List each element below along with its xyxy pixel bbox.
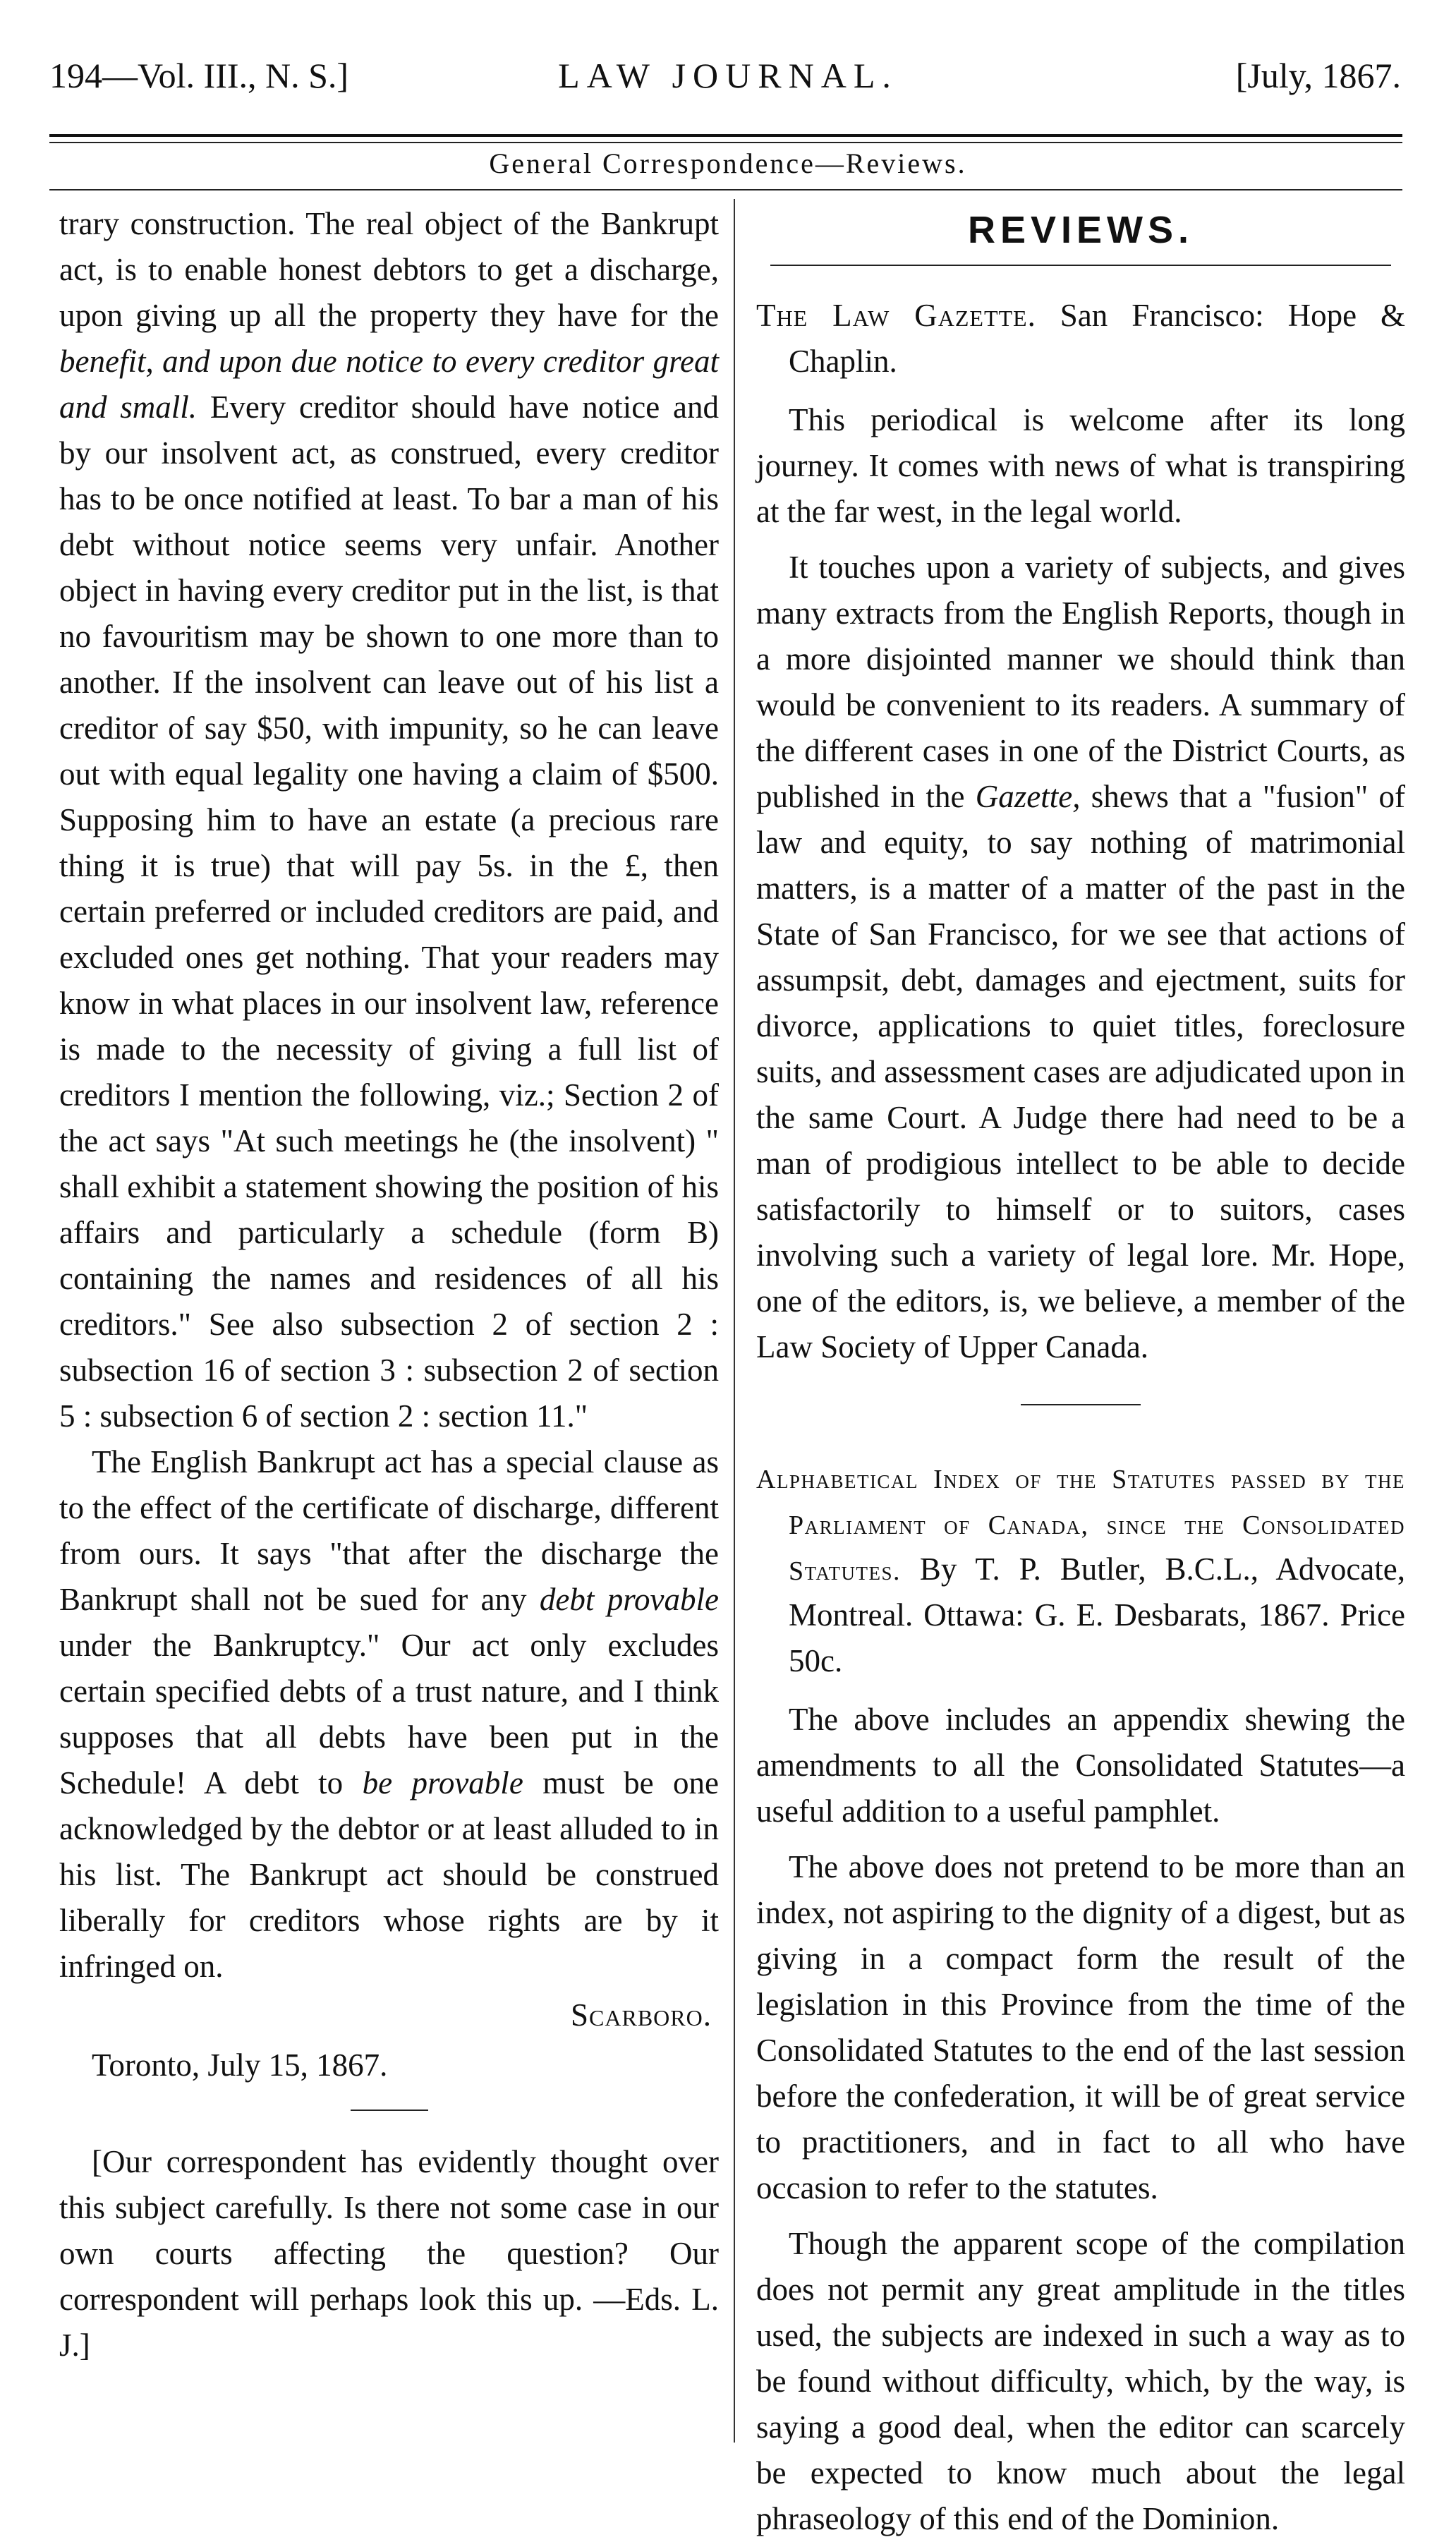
- section-heading-rule: [49, 189, 1402, 190]
- letter-signature: Scarboro.: [571, 1997, 712, 2033]
- italic-run: debt provable: [539, 1582, 719, 1617]
- text-run: Every creditor should have notice and by our insolvent act, as construed, every creditor has to be once notified at least. To bar a man of his debt without notice seems very unfair. Another object in having every creditor put in the list, is that no favouritism may be shown to one more than to another. If the insolvent can leave out of his list a creditor of say $50, with impunity, so he can leave out with equal legality one having a claim of $500. Supposing him to have an estate (a precious rare thing it is true) that will pay 5s. in the £, then certain preferred or included creditors are paid, and excluded ones get nothing. That your readers may know in what places in our insolvent law, reference is made to the necessity of giving a full list of creditors I mention the following, viz.; Section 2 of the act says "At such meetings he (the insolvent) " shall exhibit a statement showing the position of his affairs and particularly a schedule (form B) containing the names and residences of all his creditors." See also subsection 2 of section 2 : subsection 16 of section 3 : subsection 2 of section 5 : subsection 6 of section 2 : section 11.": [59, 389, 719, 1434]
- review-publication-name: The Law Gazette.: [756, 298, 1036, 333]
- left-column: [59, 201, 719, 2368]
- review-paragraph: Though the apparent scope of the compilation does not permit any great amplitude in the titles used, the subjects are indexed in such a way as to be found without difficulty, which, by the way, is saying a good deal, when the editor can scarcely be expected to know much about the legal phraseology of this end of the Dominion.: [756, 2226, 1405, 2536]
- text-run: trary construction. The real object of the Bankrupt act, is to enable honest debtors to get a discharge, upon giving up all the property they have for the: [59, 206, 719, 333]
- review-publisher: San Francisco: Hope & Chaplin.: [789, 298, 1405, 379]
- review-paragraph: The above does not pretend to be more than an index, not aspiring to the dignity of a digest, but as giving in a compact form the result of the legislation in this Province from the time of the Consolidated Statutes to the end of the last session before the confederation, it will be of great service to practitioners, and in fact to all who have occasion to refer to the statutes.: [756, 1849, 1405, 2205]
- review-paragraph: This periodical is welcome after its long journey. It comes with news of what is transpiring at the far west, in the legal world.: [756, 402, 1405, 529]
- review-book-details: By T. P. Butler, B.C.L., Advocate, Montreal. Ottawa: G. E. Desbarats, 1867. Price 50c.: [789, 1551, 1405, 1678]
- text-run: under the Bankruptcy." Our act only excludes certain specified debts of a trust nature, and I think supposes that all debts have been put in the Schedule! A debt to: [59, 1628, 719, 1800]
- reviews-title: REVIEWS.: [967, 209, 1194, 251]
- italic-run: be provable: [362, 1765, 523, 1800]
- text-run: It touches upon a variety of subjects, and gives many extracts from the English Reports, though in a more disjointed manner we should think than would be convenient to its readers. A summary of the different cases in one of the District Courts, as published in the: [756, 550, 1405, 814]
- column-divider: [734, 199, 735, 2443]
- review-paragraph: The above includes an appendix shewing the amendments to all the Consolidated Statutes—a useful addition to a useful pamphlet.: [756, 1702, 1405, 1829]
- review-heading: [756, 293, 1405, 385]
- review-heading: [756, 1455, 1405, 1684]
- page-number-volume: 194—Vol. III., N. S.]: [49, 56, 349, 95]
- reviews-title-rule: [770, 265, 1391, 266]
- italic-run: benefit, and upon due notice to every creditor great and small.: [59, 344, 719, 425]
- review-divider: [1021, 1404, 1141, 1405]
- issue-date: [July, 1867.: [1235, 56, 1401, 95]
- review-book-title: Alphabetical Index of the Statutes passed by the Parliament of Canada, since the Consolidated Statutes.: [756, 1465, 1405, 1586]
- letter-place-date: Toronto, July 15, 1867.: [92, 2047, 388, 2083]
- short-divider: [351, 2110, 428, 2111]
- header-rule-thin: [49, 142, 1402, 143]
- letter-paragraph: [59, 1439, 719, 1990]
- review-paragraph: [756, 545, 1405, 1370]
- text-run: must be one acknowledged by the debtor or at least alluded to in his list. The Bankrupt act should be construed liberally for creditors whose rights are by it infringed on.: [59, 1765, 720, 1984]
- text-run: The English Bankrupt act has a special clause as to the effect of the certificate of discharge, different from ours. It says "that after the discharge the Bankrupt shall not be sued for any: [59, 1444, 719, 1617]
- editor-note: [Our correspondent has evidently thought over this subject carefully. Is there not some case in our own courts affecting the question? Our correspondent will perhaps look this up. —Eds. L. J.]: [59, 2144, 719, 2363]
- right-column: [756, 201, 1405, 2542]
- text-run: shews that a "fusion" of law and equity, to say nothing of matrimonial matters, is a matter of a matter of the past in the State of San Francisco, for we see that actions of assumpsit, debt, damages and ejectment, suits for divorce, applications to quiet titles, foreclosure suits, and assessment cases are adjudicated upon in the same Court. A Judge there had need to be a man of prodigious intellect to be able to decide satisfactorily to himself or to suitors, cases involving such a variety of legal lore. Mr. Hope, one of the editors, is, we believe, a member of the Law Society of Upper Canada.: [756, 779, 1406, 1364]
- section-heading: General Correspondence—Reviews.: [489, 147, 967, 179]
- letter-paragraph: [59, 201, 719, 1439]
- header-rule-thick: [49, 134, 1402, 137]
- italic-run: Gazette,: [975, 779, 1081, 814]
- journal-title: LAW JOURNAL.: [558, 56, 898, 95]
